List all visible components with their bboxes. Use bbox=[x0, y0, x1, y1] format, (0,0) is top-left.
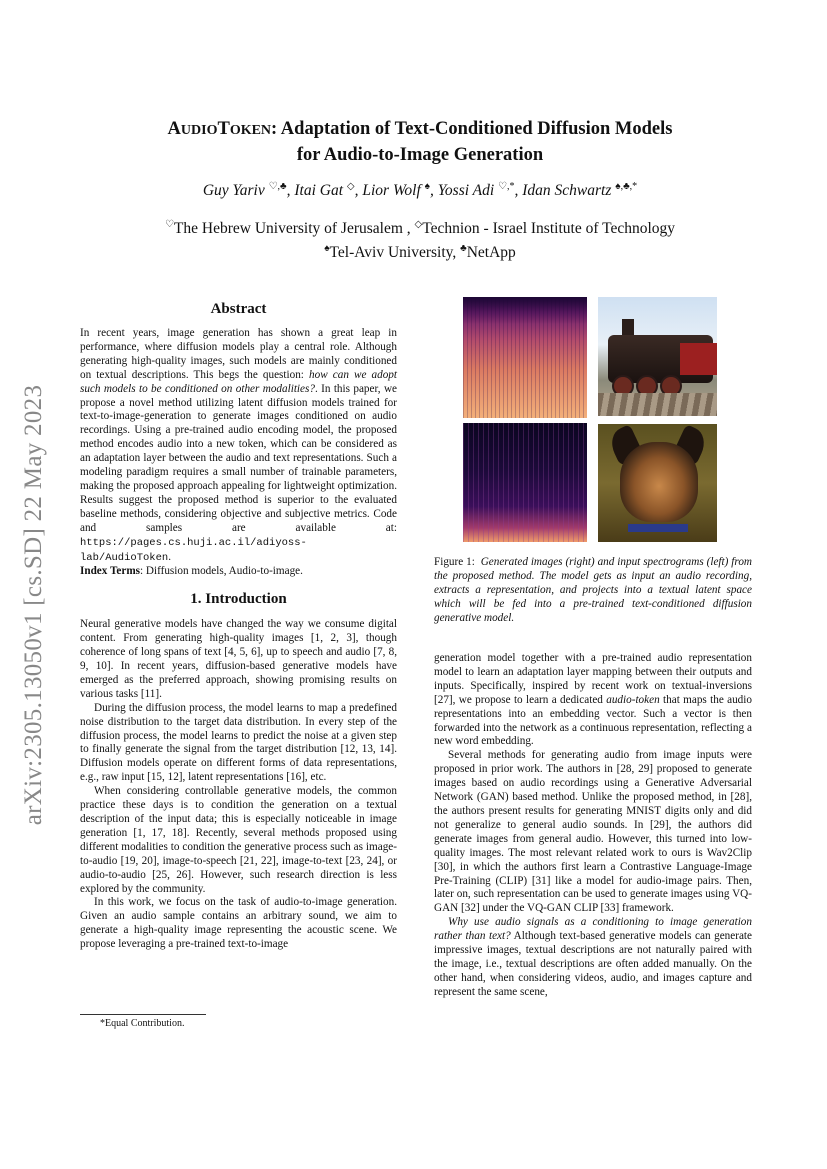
spectrogram-image-top bbox=[463, 297, 587, 418]
code-url-link[interactable]: https://pages.cs.huji.ac.il/adiyoss-lab/AudioToken bbox=[80, 536, 307, 564]
body-paragraph: Several methods for generating audio from image inputs were proposed in prior work. The authors in [28, 29] proposed to generate images based on audio recordings using a Generative Adversarial Network (GAN) based method. Unlike the proposed method, in [28], the authors present results for generating MNIST digits only and did not generalize to general audio sounds. In [29], the authors did generate images from general audio. However, this turned into low-quality images. The most relevant related work to ours is Wav2Clip [30], in which the authors first learn a Contrastive Language-Image Pre-Training (CLIP) [31] like a model for audio-image pairs. Then, later on, such representation can be used to generate images using VQ-GAN [32] under the VQ-GAN CLIP [33] framework. bbox=[434, 749, 752, 915]
index-terms-label: Index Terms bbox=[80, 565, 140, 578]
title-name-cap-a: A bbox=[167, 119, 181, 139]
body-text: Although text-based generative models can generate impressive images, textual descriptions are not naturally paired with the image, i.e., textual descriptions are often added manually. On the other hand, when considering videos, audio, and images capture and represent the same scene, bbox=[434, 930, 752, 998]
arxiv-stamp bbox=[14, 360, 54, 850]
body-text: that maps the audio representations into an embedding vector. Such a vector is then forwarded into the network as a continuous representation, reflecting a new word embedding. bbox=[434, 693, 752, 748]
index-terms-text: : Diffusion models, Audio-to-image. bbox=[140, 565, 303, 578]
body-paragraph bbox=[434, 916, 752, 999]
affiliation-tel-aviv: Tel-Aviv University, bbox=[329, 244, 457, 262]
figure-caption bbox=[434, 555, 752, 625]
figure-1 bbox=[463, 297, 723, 542]
title-name-cap-t: T bbox=[217, 119, 230, 139]
body-emphasis: audio-token bbox=[606, 693, 660, 706]
intro-paragraph: When considering controllable generative models, the common practice these days is to condition the generation on a textual description of the input data; this is especially noticeable in image generation [1, 17, 18]. Recently, several methods proposed using different modalities to condition the generative process such as image-to-audio [19, 20], image-to-speech [21, 22], image-to-text [23, 24], or audio-to-audio [25, 26]. However, such research direction is less explored by the community. bbox=[80, 785, 397, 895]
arxiv-stamp-text: arXiv:2305.13050v1 [cs.SD] 22 May 2023 bbox=[20, 384, 47, 826]
abstract-heading: Abstract bbox=[210, 301, 267, 317]
title-line-1 bbox=[100, 117, 740, 143]
author-marks: ♡,* bbox=[498, 181, 515, 192]
title-line-1-rest: : Adaptation of Text-Conditioned Diffusion Models bbox=[271, 119, 673, 139]
abstract-end: . bbox=[168, 550, 172, 563]
intro-paragraph: Neural generative models have changed the way we consume digital content. From generating high-quality images [1, 2, 3], though coherence of long spans of text [4, 5, 6], up to speech and audio [7, 8, 9, 10]. In recent years, diffusion-based generative models have emerged as the preferred approach, showing promising results on various tasks [11]. bbox=[80, 618, 397, 700]
affiliations bbox=[100, 215, 740, 263]
affiliation-line-2 bbox=[100, 239, 740, 263]
author-name: Idan Schwartz bbox=[522, 182, 612, 200]
intro-heading: 1. Introduction bbox=[190, 591, 287, 608]
title-line-2: for Audio-to-Image Generation bbox=[296, 145, 544, 165]
intro-paragraph: During the diffusion process, the model learns to map a predefined noise distribution to the target data distribution. In every step of the diffusion process, the model learns to predict the noise at a given step to finally generate the signal from the target distribution [12, 13, 14]. Diffusion models operate on different forms of data representations, e.g., raw input [15, 12], latent representations [16], etc. bbox=[80, 701, 397, 784]
author-name: Itai Gat bbox=[294, 182, 344, 200]
body-emphasis: Why use audio signals as a conditioning to image generation rather than text? bbox=[434, 916, 752, 943]
affiliation-netapp: NetApp bbox=[466, 244, 516, 262]
affiliation-mark: ♠ bbox=[324, 243, 330, 255]
author-name: Guy Yariv bbox=[202, 182, 265, 200]
index-terms bbox=[80, 565, 397, 579]
abstract-body bbox=[80, 327, 397, 565]
affiliation-technion: Technion - Israel Institute of Technology bbox=[422, 220, 676, 238]
abstract-text-b: . In this paper, we propose a novel method utilizing latent diffusion models trained for text-to-image-generation to generate images conditioned on audio recordings. Using a pre-trained audio encoding model, the proposed method encodes audio into a new token, which can be considered as an adaptation layer between the audio and text representations. Such a modeling paradigm requires a small number of trainable parameters, making the proposed approach appealing for lightweight optimization. Results suggest the proposed method is superior to the evaluated baseline methods, considering objective and subjective metrics. Code and samples are available at: bbox=[80, 382, 397, 534]
author-marks: ◇ bbox=[346, 181, 355, 192]
affiliation-mark: ◇ bbox=[414, 219, 423, 230]
figure-caption-label: Figure 1: bbox=[434, 556, 475, 568]
footnote-rule bbox=[80, 1014, 206, 1015]
author-name: Lior Wolf bbox=[362, 182, 421, 200]
paper-title bbox=[100, 117, 740, 167]
body-paragraph bbox=[434, 652, 752, 749]
author-marks: ♠ bbox=[424, 181, 430, 192]
author-marks: ♠,♣,* bbox=[615, 181, 638, 192]
affiliation-mark: ♣ bbox=[460, 243, 467, 255]
affiliation-mark: ♡ bbox=[164, 219, 174, 230]
author-marks: ♡,♣ bbox=[268, 181, 287, 192]
abstract-question: how can we adopt such models to be conditioned on other modalities? bbox=[80, 368, 398, 395]
generated-dog-image bbox=[598, 424, 717, 542]
right-column bbox=[434, 652, 752, 1000]
title-name-rest-t: OKEN bbox=[229, 123, 272, 138]
title-name-rest-a: UDIO bbox=[180, 123, 218, 138]
spectrogram-image-bottom bbox=[463, 423, 587, 542]
body-text: generation model together with a pre-trained audio representation model to learn an adaptation layer mapping between their outputs and inputs. Specifically, inspired by recent work on textual-inversions [27], we propose to learn a dedicated bbox=[434, 652, 752, 706]
author-name: Yossi Adi bbox=[437, 182, 495, 200]
author-list: Guy Yariv ♡,♣, Itai Gat ◇, Lior Wolf ♠, Yossi Adi ♡,*, Idan Schwartz ♠,♣,* bbox=[202, 181, 638, 200]
footnote: *Equal Contribution. bbox=[100, 1018, 185, 1029]
generated-train-image bbox=[598, 297, 717, 416]
affiliation-line-1 bbox=[100, 215, 740, 239]
figure-caption-text: Generated images (right) and input spectrograms (left) from the proposed method. The model gets as input an audio recording, extracts a representation, and projects into a textual latent space which will be fed into a pre-trained text-conditioned diffusion generative model. bbox=[434, 556, 752, 624]
intro-paragraph: In this work, we focus on the task of audio-to-image generation. Given an audio sample contains an arbitrary sound, we aim to generate a high-quality image representing the acoustic scene. We propose leveraging a pre-trained text-to-image bbox=[80, 896, 397, 951]
abstract-text-a: In recent years, image generation has shown a great leap in performance, where diffusion models play a central role. Although generating high-quality images, such models are mainly conditioned on textual descriptions. This begs the question: bbox=[80, 327, 397, 381]
left-column bbox=[80, 300, 397, 952]
affiliation-hebrew-university: The Hebrew University of Jerusalem , bbox=[173, 220, 411, 238]
